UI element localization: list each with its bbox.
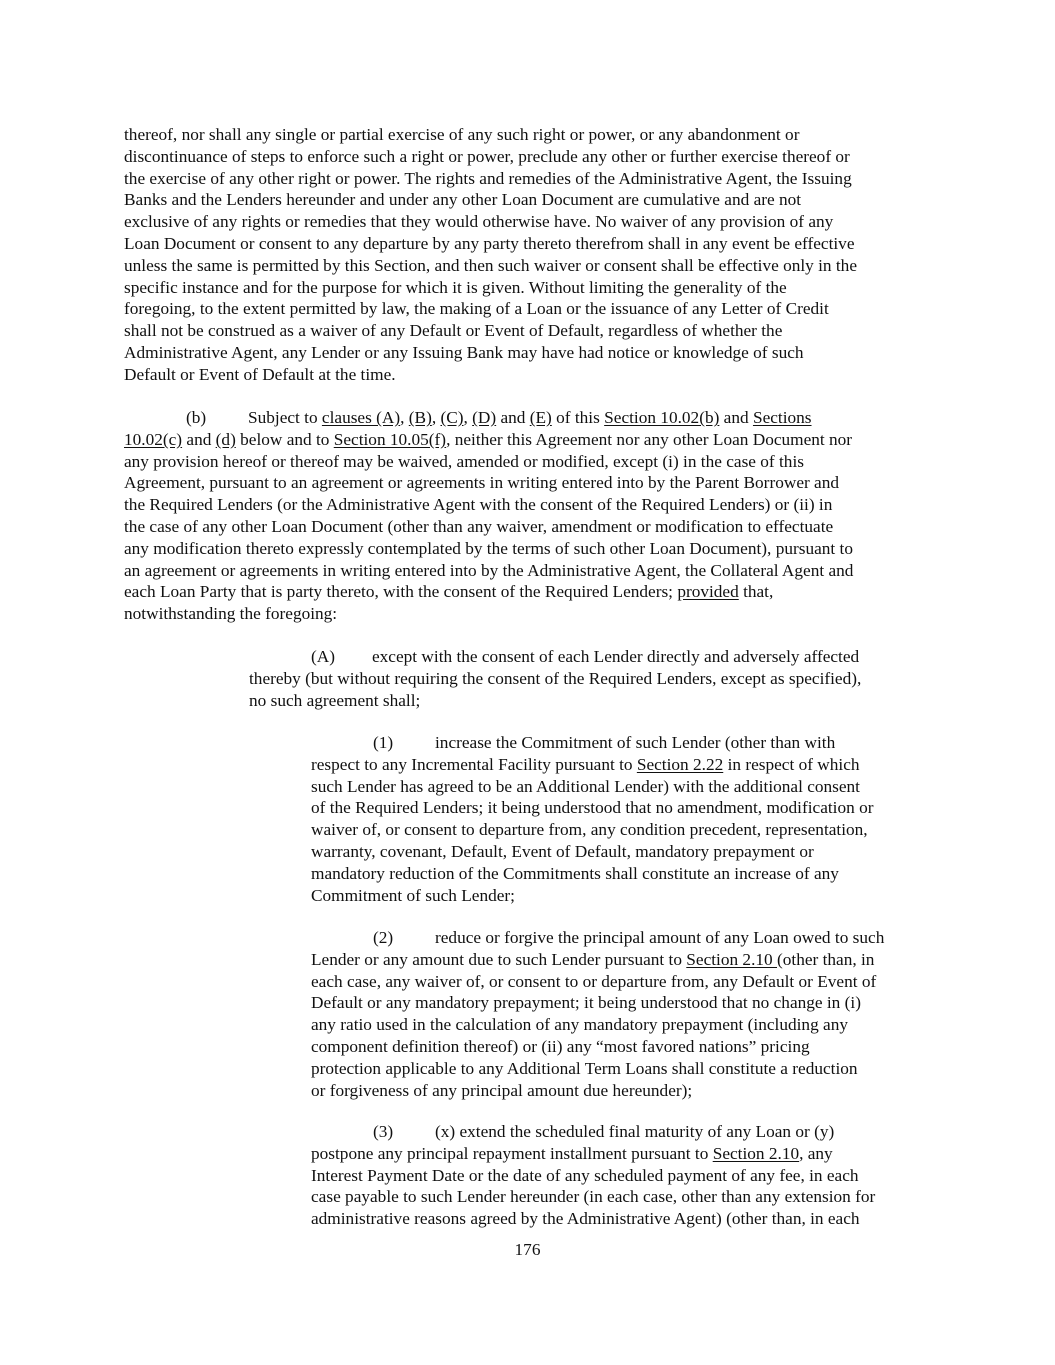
text-line: case payable to such Lender hereunder (in each case, other than any extension for [311,1187,876,1207]
text-line: the Required Lenders (or the Administrative Agent with the consent of the Required Lenders) or (ii) in [124,495,833,515]
item-label: (2) [373,928,394,947]
text-line: notwithstanding the foregoing: [124,604,338,624]
text-line: mandatory reduction of the Commitments shall constitute an increase of any [311,863,839,883]
paragraph-label: (b) [186,408,207,427]
cross-reference-link[interactable]: clauses (A) [321,408,401,427]
text-line: respect to any Incremental Facility pursuant to Section 2.22 in respect of which [311,754,860,774]
cross-reference-link[interactable]: Section 2.10 [712,1143,800,1163]
text-line: each case, any waiver of, or consent to or departure from, any Default or Event of [311,971,877,991]
item-label: (1) [373,733,394,752]
cross-reference-link[interactable]: (B) [408,408,432,427]
text-line: Commitment of such Lender; [311,885,515,905]
cross-reference-link[interactable]: Section 2.10 [686,949,777,969]
text-line: any provision hereof or thereof may be waived, amended or modified, except (i) in the case of this [124,451,804,471]
clause-label: (A) [311,647,335,666]
text-line: Interest Payment Date or the date of any scheduled payment of any fee, in each [311,1165,859,1185]
clause-A [249,646,929,711]
text-line: or forgiveness of any principal amount due hereunder); [311,1080,693,1100]
text-line: any modification thereto expressly contemplated by the terms of such other Loan Document), pursuant to [124,538,853,558]
text-line: no such agreement shall; [249,690,421,710]
text-line: waiver of, or consent to departure from, any condition precedent, representation, [311,820,868,840]
text-line: Administrative Agent, any Lender or any Issuing Bank may have had notice or knowledge of such [124,342,804,362]
item-1 [311,732,931,906]
text-line: (1) increase the Commitment of such Lender (other than with [373,733,836,752]
cross-reference-link[interactable]: Sections [752,408,812,427]
text-line: warranty, covenant, Default, Event of Default, mandatory prepayment or [311,841,814,861]
text-line: the exercise of any other right or power. The rights and remedies of the Administrative Agent, the Issuing [124,168,852,188]
cross-reference-link[interactable]: (E) [529,408,552,427]
cross-reference-link[interactable]: 10.02(c) [124,429,183,449]
cross-reference-link[interactable]: (d) [215,429,236,449]
text-line: component definition thereof) or (ii) any “most favored nations” pricing [311,1036,810,1056]
text-line: (A) except with the consent of each Lender directly and adversely affected [311,647,860,666]
text-line: an agreement or agreements in writing entered into by the Administrative Agent, the Collateral Agent and [124,560,854,580]
text-line: 10.02(c) and (d) below and to Section 10.05(f), neither this Agreement nor any other Loan Document nor [124,429,853,449]
text-line: protection applicable to any Additional Term Loans shall constitute a reduction [311,1058,858,1078]
text-line: Lender or any amount due to such Lender pursuant to Section 2.10 (other than, in [311,949,875,969]
text-line: administrative reasons agreed by the Administrative Agent) (other than, in each [311,1209,860,1229]
item-3 [311,1121,931,1230]
text-line: Loan Document or consent to any departure by any party thereto therefrom shall in any event be effective [124,233,855,253]
cross-reference-link[interactable]: (D) [472,408,497,427]
text-line: of the Required Lenders; it being understood that no amendment, modification or [311,798,874,818]
page-number: 176 [514,1240,541,1259]
text-line: thereof, nor shall any single or partial exercise of any such right or power, or any abandonment or [124,125,800,144]
text-line: discontinuance of steps to enforce such a right or power, preclude any other or further exercise thereof or [124,146,850,166]
cross-reference-link[interactable]: Section 2.22 [636,754,724,774]
text-line: Default or any mandatory prepayment; it being understood that no change in (i) [311,993,861,1013]
paragraph-b [124,407,934,625]
cross-reference-link[interactable]: Section 10.02(b) [604,408,720,427]
text-line: (b) Subject to clauses (A), (B), (C), (D) and (E) of this Section 10.02(b) and Sections [186,408,812,427]
text-line: exclusive of any rights or remedies that they would otherwise have. No waiver of any provision of any [124,212,834,232]
paragraph-continuation [124,124,934,386]
cross-reference-link[interactable]: Section 10.05(f) [333,429,447,449]
text-line: such Lender has agreed to be an Additional Lender) with the additional consent [311,776,860,796]
cross-reference-link[interactable]: (C) [440,408,464,427]
text-line: Banks and the Lenders hereunder and under any other Loan Document are cumulative and are not [124,190,802,210]
text-line: the case of any other Loan Document (other than any waiver, amendment or modification to effectuate [124,516,834,536]
text-line: specific instance and for the purpose for which it is given. Without limiting the generality of the [124,277,787,297]
defined-term-provided: provided [677,582,739,602]
text-line: Default or Event of Default at the time. [124,364,396,384]
text-line: (2) reduce or forgive the principal amount of any Loan owed to such [373,928,885,947]
text-line: postpone any principal repayment installment pursuant to Section 2.10, any [311,1143,833,1163]
text-line: unless the same is permitted by this Section, and then such waiver or consent shall be effective only in the [124,255,857,275]
text-line: Agreement, pursuant to an agreement or agreements in writing entered into by the Parent Borrower and [124,473,840,493]
text-line: shall not be construed as a waiver of any Default or Event of Default, regardless of whether the [124,321,783,341]
item-label: (3) [373,1122,394,1141]
text-line: any ratio used in the calculation of any mandatory prepayment (including any [311,1015,848,1035]
text-line: (3) (x) extend the scheduled final maturity of any Loan or (y) [373,1122,835,1141]
text-line: each Loan Party that is party thereto, with the consent of the Required Lenders; provided that, [124,582,774,602]
text-line: thereby (but without requiring the consent of the Required Lenders, except as specified), [249,668,862,688]
item-2 [311,927,931,1101]
text-line: foregoing, to the extent permitted by law, the making of a Loan or the issuance of any Letter of Credit [124,299,829,319]
